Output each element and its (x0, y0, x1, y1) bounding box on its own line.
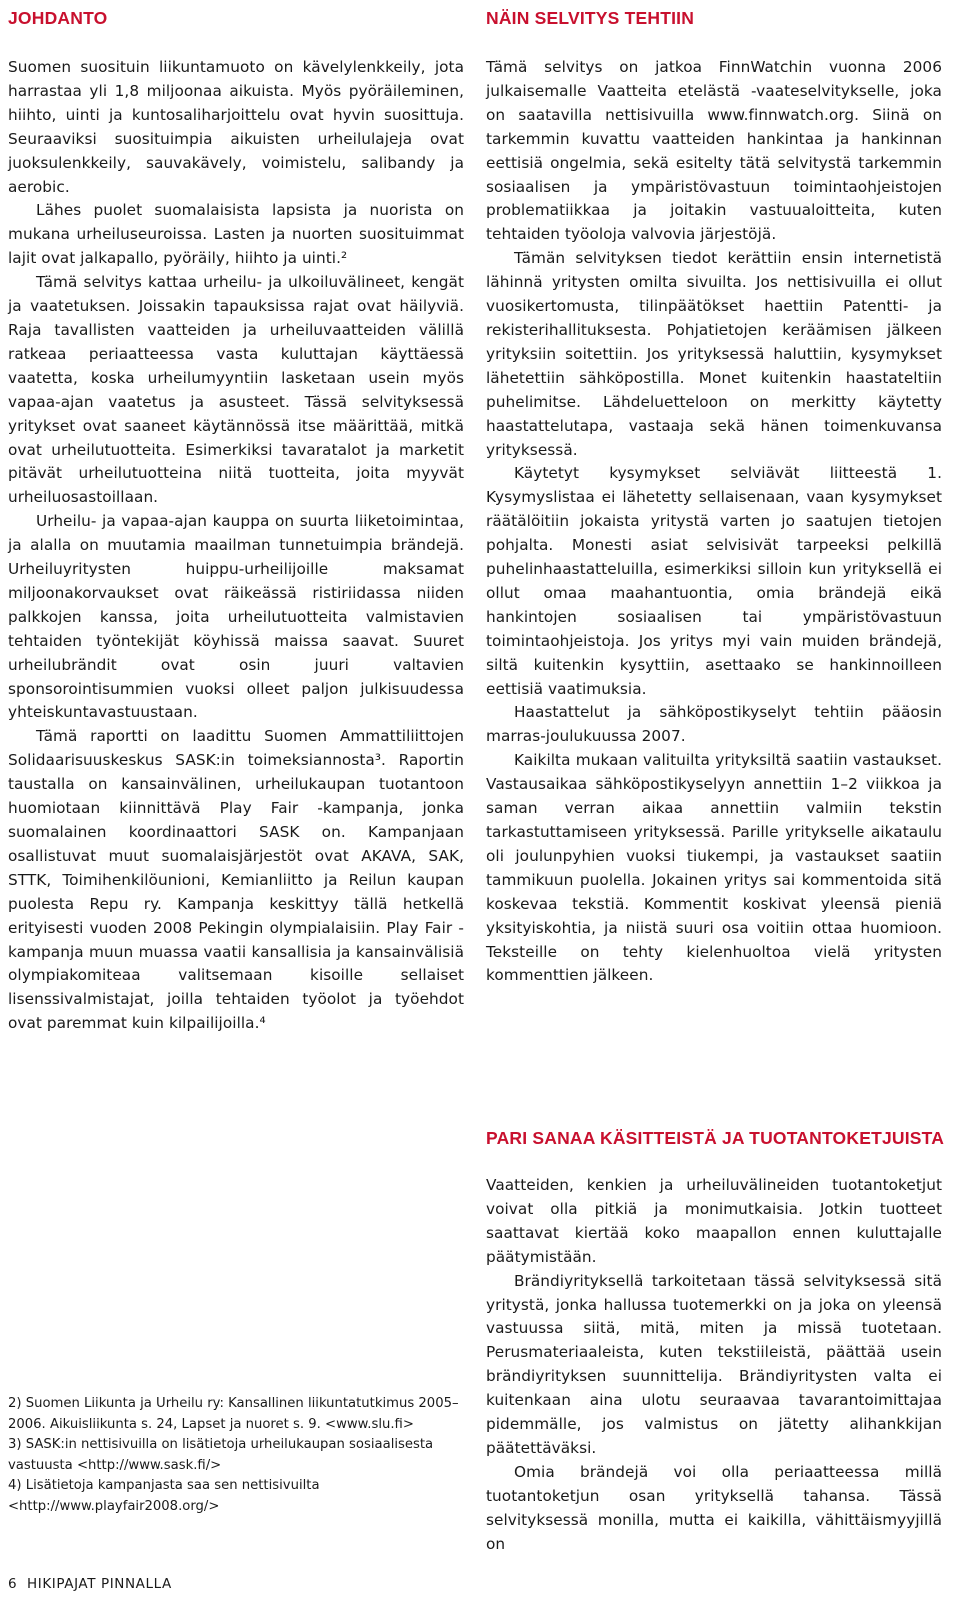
paragraph: Tämä selvitys on jatkoa FinnWatchin vuonna 2006 julkaisemalle Vaatteita etelästä -vaateselvitykselle, joka on saatavilla nettisivuilla www.finnwatch.org. Siinä on tarkemmin kuvattu vaatteiden hankintaa ja hankinnan eettisiä ongelmia, sekä esitelty tätä selvitystä tarkemmin sosiaalisen ja ympäristövastuun toimintaohjeistojen problematiikkaa ja joitakin vastuualoitteita, kuten tehtaiden työoloja valvovia järjestöjä. (486, 58, 942, 244)
section-heading-johdanto: JOHDANTO (8, 8, 108, 28)
paragraph: Käytetyt kysymykset selviävät liitteestä 1. Kysymyslistaa ei lähetetty sellaisenaan, vaan kysymykset räätälöitiin jokaista yritystä varten jo saatujen tietojen pohjalta. Monesti asiat selvisivät tarpeeksi pelkillä puhelinhaastatteluilla, esimerkiksi silloin kun yrityksellä ei ollut omaa maahantuontia, omia brändejä eikä hankintojen sosiaalisen tai ympäristövastuun toimintaohjeistoja. Jos yritys myi vain muiden brändejä, siltä kuitenkin kysyttiin, asettaako se hankinnoilleen eettisiä vaatimuksia. (486, 464, 942, 698)
paragraph: Kaikilta mukaan valituilta yrityksiltä saatiin vastaukset. Vastausaikaa sähköpostikyselyyn annettiin 1–2 viikkoa ja saman verran aikaa annettiin valmiin tekstin tarkastuttamiseen yrityksessä. Parille yritykselle aikataulu oli joulunpyhien vuoksi tiukempi, ja vastaukset saatiin tammikuun puolella. Jokainen yritys sai kommentoida sitä koskevaa tekstiä. Kommentit koskivat yleensä pieniä yksityiskohtia, ja niistä suuri osa voitiin ottaa huomioon. Teksteille on tehty kielenhuoltoa vielä yritysten kommenttien jälkeen. (486, 751, 942, 985)
paragraph: Tämä raportti on laadittu Suomen Ammattiliittojen Solidaarisuuskeskus SASK:in toimeksiannosta³. Raportin taustalla on kansainvälinen, urheilukaupan tuotantoon huomiotaan kiinnittävä Play Fair -kampanja, jonka suomalainen koordinaattori SASK on. Kampanjaan osallistuvat muut suomalaisjärjestöt ovat AKAVA, SAK, STTK, Toimihenkilöunioni, Kemianliitto ja Reilun kaupan puolesta Repu ry. Kampanja keskittyy tällä hetkellä erityisesti vuoden 2008 Pekingin olympialaisiin. Play Fair -kampanja muun muassa vaatii kansallisia ja kansainvälisiä olympiakomiteaa valitsemaan kisoille sellaiset lisenssivalmistajat, joilla tehtaiden työolot ja työehdot ovat paremmat kuin kilpailijoilla.⁴ (8, 727, 464, 1033)
footnotes (8, 1394, 464, 1517)
left-heading-wrap (8, 6, 107, 30)
section-heading-kasitteet: PARI SANAA KÄSITTEISTÄ JA TUOTANTOKETJUISTA (486, 1128, 945, 1148)
right-body-2 (486, 1174, 942, 1557)
page-number: 6 (8, 1576, 18, 1592)
footnote-4: 4) Lisätietoja kampanjasta saa sen nettisivuilta <http://www.playfair2008.org/> (8, 1478, 320, 1514)
paragraph: Haastattelut ja sähköpostikyselyt tehtiin pääosin marras-joulukuussa 2007. (486, 703, 942, 746)
left-body (8, 56, 464, 1036)
right-heading-wrap (486, 6, 694, 30)
paragraph: Lähes puolet suomalaisista lapsista ja nuorista on mukana urheiluseuroissa. Lasten ja nuorten suosituimmat lajit ovat jalkapallo, pyöräily, hiihto ja uinti.² (8, 201, 464, 268)
right-heading2-wrap (486, 1126, 944, 1150)
footnote-2: 2) Suomen Liikunta ja Urheilu ry: Kansallinen liikuntatutkimus 2005–2006. Aikuisliikunta s. 24, Lapset ja nuoret s. 9. <www.slu.fi> (8, 1396, 459, 1432)
section-heading-nain-selvitys-tehtiin: NÄIN SELVITYS TEHTIIN (486, 8, 695, 28)
publication-title: HIKIPAJAT PINNALLA (27, 1576, 172, 1592)
paragraph: Urheilu- ja vapaa-ajan kauppa on suurta liiketoimintaa, ja alalla on muutamia maailman tunnetuimpia brändejä. Urheiluyritysten huippu-urheilijoille maksamat miljoonakorvaukset ovat räikeässä ristiriidassa niiden palkkojen kanssa, joita urheilutuotteita valmistavien tehtaiden työntekijät köyhissä maissa saavat. Suuret urheilubrändit ovat osin juuri valtavien sponsorointisummien vuoksi olleet paljon julkisuudessa yhteiskuntavastuustaan. (8, 512, 464, 722)
paragraph: Brändiyrityksellä tarkoitetaan tässä selvityksessä sitä yritystä, jonka hallussa tuotemerkki on ja joka on yleensä vastuussa siitä, mitä, miten ja missä tuotetaan. Perusmateriaaleista, kuten tekstiileistä, päättää usein brändiyrityksen suunnittelija. Brändiyritysten valta ei kuitenkaan aina ulotu seuraavaa tavarantoimittajaa pidemmälle, jos valmistus on jätetty alihankkijan päätettäväksi. (486, 1271, 942, 1457)
paragraph: Omia brändejä voi olla periaatteessa millä tuotantoketjun osan yrityksellä tahansa. Tässä selvityksessä monilla, mutta ei kaikilla, vähittäismyyjillä on (486, 1462, 942, 1553)
footnote-3: 3) SASK:in nettisivuilla on lisätietoja urheilukaupan sosiaalisesta vastuusta <http://www.sask.fi/> (8, 1437, 434, 1473)
page-footer (8, 1575, 172, 1593)
paragraph: Tämä selvitys kattaa urheilu- ja ulkoiluvälineet, kengät ja vaatetuksen. Joissakin tapauksissa rajat ovat häilyviä. Raja tavallisten vaatteiden ja urheiluvaatteiden välillä ratkeaa periaatteessa vasta kuluttajan käyttäessä vaatetta, koska urheilumyyntiin lasketaan usein myös vapaa-ajan vaatetus ja asusteet. Tässä selvityksessä yritykset ovat saaneet käytännössä itse määrittää, mitkä ovat urheilutuotteita. Esimerkiksi tavaratalot ja marketit pitävät urheilutuotteina niitä tuotteita, joita myyvät urheiluosastoillaan. (8, 273, 464, 507)
paragraph: Tämän selvityksen tiedot kerättiin ensin internetistä lähinnä yritysten omilta sivuilta. Jos nettisivuilla ei ollut vuosikertomusta, tilinpäätökset haettiin Patentti- ja rekisterihallituksesta. Pohjatietojen keräämisen jälkeen yrityksiin soitettiin. Jos yrityksessä haluttiin, kysymykset lähetettiin sähköpostilla. Monet kuitenkin haastateltiin puhelimitse. Lähdeluetteloon on merkitty käytetty haastattelutapa, vastaaja sekä hänen toimenkuvansa yrityksessä. (486, 249, 942, 459)
paragraph: Suomen suosituin liikuntamuoto on kävelylenkkeily, jota harrastaa yli 1,8 miljoonaa aikuista. Myös pyöräileminen, hiihto, uinti ja kuntosaliharjoittelu ovat hyvin suosittuja. Seuraaviksi suosituimpia aikuisten urheilulajeja ovat juoksulenkkeily, sauvakävely, voimistelu, salibandy ja aerobic. (8, 58, 464, 196)
right-body-1 (486, 56, 942, 988)
paragraph: Vaatteiden, kenkien ja urheiluvälineiden tuotantoketjut voivat olla pitkiä ja monimutkaisia. Jotkin tuotteet saattavat kiertää koko maapallon ennen kuluttajalle päätymistään. (486, 1176, 942, 1266)
